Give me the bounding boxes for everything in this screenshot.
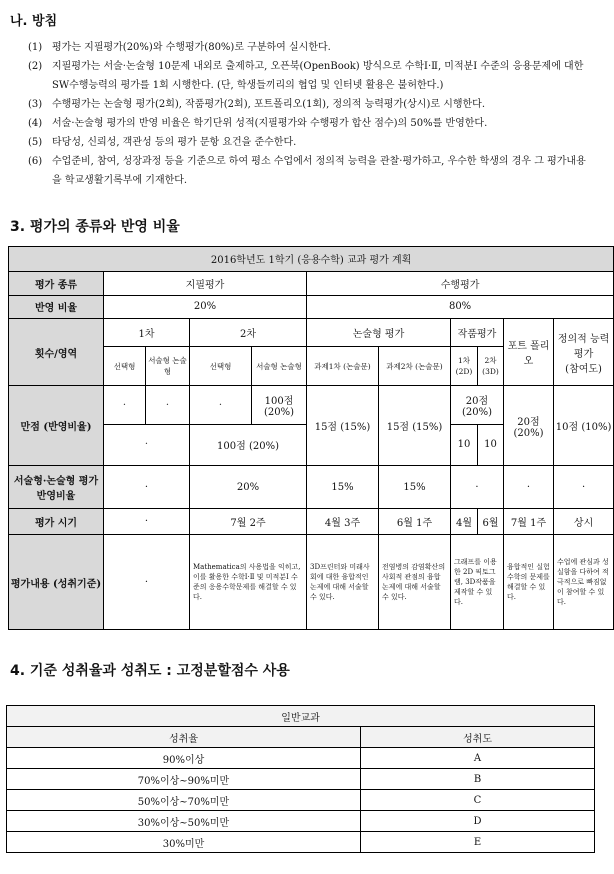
table-row (9, 386, 614, 425)
table-row (9, 465, 614, 508)
task1-score: 15점 (15%) (307, 386, 379, 466)
table-title-row (9, 247, 614, 272)
portfolio-content: 융합적인 실험수학의 문제를 해결할 수 있다. (504, 535, 554, 630)
first-essay-ratio: · (104, 465, 190, 508)
table-row (9, 295, 614, 319)
list-item (28, 133, 594, 152)
col-header-grade: 성취도 (361, 727, 595, 748)
affective-time: 상시 (554, 509, 614, 535)
work-content: 그래프를 이용한 2D 픽토그램, 3D작품을 제작할 수 있다. (451, 535, 504, 630)
score-cell: · (104, 386, 146, 425)
affective-score: 10점 (10%) (554, 386, 614, 466)
grade-cell: C (361, 790, 595, 811)
affective-content: 수업에 관심과 성실함을 다하여 적극적으로 빠짐없이 참여할 수 있다. (554, 535, 614, 630)
work-2d-sub: 1차 (2D) (451, 347, 478, 386)
task1-sub: 과제1차 (논술문) (307, 347, 379, 386)
list-item (28, 114, 594, 133)
col-header-rate: 성취율 (7, 727, 361, 748)
row-label-area: 횟수/영역 (9, 319, 104, 386)
written-ratio: 20% (104, 295, 307, 319)
rate-cell: 70%이상~90%미만 (7, 769, 361, 790)
row-label-time: 평가 시기 (9, 509, 104, 535)
table-row (7, 769, 595, 790)
second-choice-sub: 선택형 (190, 347, 252, 386)
table-title: 2016학년도 1학기 (응용수학) 교과 평가 계획 (9, 247, 614, 272)
work-3d-score: 10 (478, 424, 504, 465)
list-item (28, 57, 594, 95)
affective-essay-ratio: · (554, 465, 614, 508)
task1-time: 4월 3주 (307, 509, 379, 535)
item-number: (4) (28, 118, 43, 129)
table-row (7, 748, 595, 769)
section-heading-achievement: 4. 기준 성취율과 성취도 : 고정분할점수 사용 (10, 663, 290, 679)
grade-cell: A (361, 748, 595, 769)
row-label-ratio: 반영 비율 (9, 295, 104, 319)
row-label-type: 평가 종류 (9, 271, 104, 295)
portfolio-essay-ratio: · (504, 465, 554, 508)
first-exam-header: 1차 (104, 319, 190, 347)
score-cell: · (146, 386, 190, 425)
section-heading-policy: 나. 방침 (10, 14, 58, 29)
list-item (28, 95, 594, 114)
item-number: (1) (28, 42, 43, 53)
first-essay-sub: 서술형 논술형 (146, 347, 190, 386)
item-number: (2) (28, 61, 43, 72)
table-header-row (7, 727, 595, 748)
table-row (7, 790, 595, 811)
second-exam-header: 2차 (190, 319, 307, 347)
task2-essay-ratio: 15% (379, 465, 451, 508)
table-row (7, 832, 595, 853)
rate-cell: 90%이상 (7, 748, 361, 769)
affective-note: (참여도) (565, 363, 602, 375)
policy-list (28, 38, 594, 190)
performance-eval-header: 수행평가 (307, 271, 614, 295)
first-choice-sub: 선택형 (104, 347, 146, 386)
achievement-table (6, 705, 595, 853)
list-item (28, 38, 594, 57)
table-row (7, 811, 595, 832)
evaluation-plan-table (8, 246, 614, 630)
performance-ratio: 80% (307, 295, 614, 319)
work-eval-header: 작품평가 (451, 319, 504, 347)
second-essay-ratio: 20% (190, 465, 307, 508)
grade-cell: D (361, 811, 595, 832)
work-3d-sub: 2차 (3D) (478, 347, 504, 386)
item-number: (5) (28, 137, 43, 148)
work-total-score: 20점 (20%) (451, 386, 504, 425)
row-label-essay-ratio: 서술형·논술형 평가 반영비율 (9, 465, 104, 508)
first-time: · (104, 509, 190, 535)
rate-cell: 30%미만 (7, 832, 361, 853)
written-eval-header: 지필평가 (104, 271, 307, 295)
score-cell: · (104, 424, 190, 465)
task2-content: 전염병의 감염확산의 사회적 관점의 융합논제에 대해 서술할 수 있다. (379, 535, 451, 630)
item-text: 수업준비, 참여, 성장과정 등을 기준으로 하여 평소 수업에서 정의적 능력을 관찰·평가하고, 우수한 학생의 경우 그 평가내용을 학교생활기록부에 기재한다. (52, 156, 586, 186)
task2-score: 15점 (15%) (379, 386, 451, 466)
item-number: (6) (28, 156, 43, 167)
second-essay-sub: 서술형 논술형 (252, 347, 307, 386)
second-content: Mathematica의 사용법을 익히고, 이를 활용한 수학Ⅰ·Ⅱ 및 미적분Ⅰ 수준의 응용수학문제를 해결할 수 있다. (190, 535, 307, 630)
first-content: · (104, 535, 190, 630)
task2-time: 6월 1주 (379, 509, 451, 535)
affective-header (554, 319, 614, 386)
list-item (28, 152, 594, 190)
table-row (9, 509, 614, 535)
item-text: 서술·논술형 평가의 반영 비율은 학기단위 성적(지필평가와 수행평가 합산 점수)의 50%를 반영한다. (52, 118, 488, 129)
table-header-row (7, 706, 595, 727)
task2-sub: 과제2차 (논술문) (379, 347, 451, 386)
essay-eval-header: 논술형 평가 (307, 319, 451, 347)
table-row (9, 535, 614, 630)
rate-cell: 50%이상~70%미만 (7, 790, 361, 811)
work-2d-score: 10 (451, 424, 478, 465)
affective-title: 정의적 능력평가 (557, 333, 610, 360)
portfolio-header: 포트 폴리오 (504, 319, 554, 386)
task1-essay-ratio: 15% (307, 465, 379, 508)
second-combined-score: 100점 (20%) (190, 424, 307, 465)
second-essay-score: 100점 (20%) (252, 386, 307, 425)
grade-cell: E (361, 832, 595, 853)
item-text: 수행평가는 논술형 평가(2회), 작품평가(2회), 포트폴리오(1회), 정의적 능력평가(상시)로 시행한다. (52, 99, 486, 110)
item-text: 지필평가는 서술·논술형 10문제 내외로 출제하고, 오픈북(OpenBook) 방식으로 수학Ⅰ·Ⅱ, 미적분Ⅰ 수준의 응용문제에 대한 SW수행능력의 평가를 1회 시행한다. (단, 학생들끼리의 협업 및 인터넷 활용은 불허한다.) (52, 61, 584, 91)
work-essay-ratio: · (451, 465, 504, 508)
rate-cell: 30%이상~50%미만 (7, 811, 361, 832)
work2-time: 6월 (478, 509, 504, 535)
score-cell: · (190, 386, 252, 425)
task1-content: 3D프린터와 미래사회에 대한 융합적인 논제에 대해 서술할 수 있다. (307, 535, 379, 630)
portfolio-time: 7월 1주 (504, 509, 554, 535)
portfolio-score: 20점 (20%) (504, 386, 554, 466)
work1-time: 4월 (451, 509, 478, 535)
table-row (9, 271, 614, 295)
second-time: 7월 2주 (190, 509, 307, 535)
achievement-table-title: 일반교과 (7, 706, 595, 727)
item-text: 평가는 지필평가(20%)와 수행평가(80%)로 구분하여 실시한다. (52, 42, 331, 53)
row-label-content: 평가내용 (성취기준) (9, 535, 104, 630)
row-label-score: 만점 (반영비율) (9, 386, 104, 466)
item-number: (3) (28, 99, 43, 110)
grade-cell: B (361, 769, 595, 790)
item-text: 타당성, 신뢰성, 객관성 등의 평가 문항 요건을 준수한다. (52, 137, 297, 148)
section-heading-evaluation: 3. 평가의 종류와 반영 비율 (10, 219, 180, 235)
table-row (9, 319, 614, 347)
